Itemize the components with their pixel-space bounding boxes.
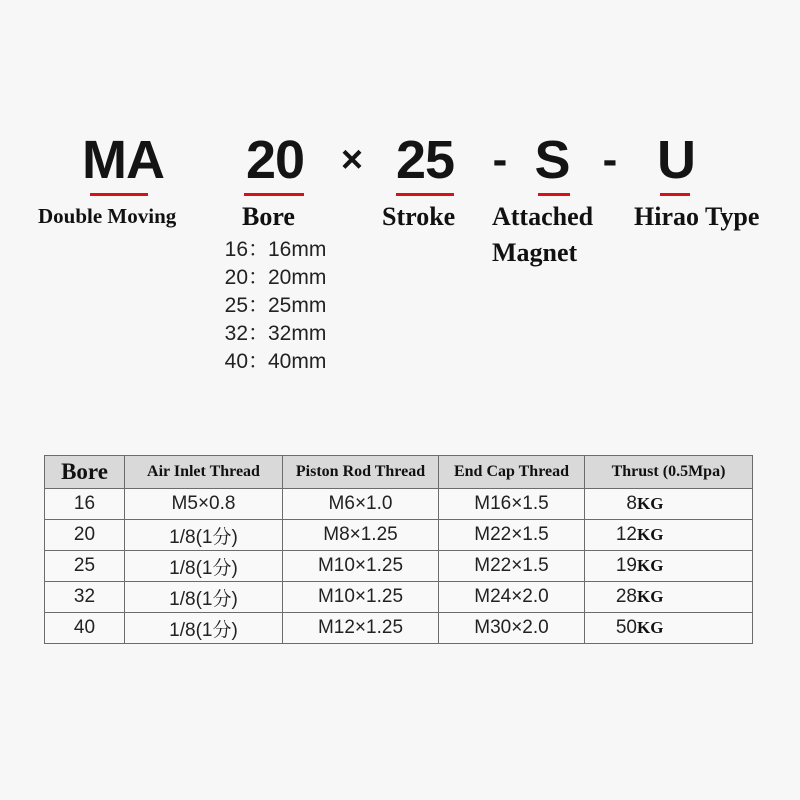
bore-option: 32：32mm [224, 322, 327, 345]
table-row [45, 613, 753, 644]
cell-thrust: 19KG [585, 551, 753, 582]
label-bore: Bore [242, 202, 295, 231]
cell-thrust: 28KG [585, 582, 753, 613]
table-row [45, 582, 753, 613]
code-option: S [534, 130, 570, 190]
code-series: MA [82, 130, 164, 190]
label-type: Hirao Type [634, 202, 760, 231]
cell-end-cap: M24×2.0 [439, 582, 585, 613]
code-bore: 20 [245, 130, 305, 190]
cell-piston-rod: M10×1.25 [283, 582, 439, 613]
bore-option: 20：20mm [224, 266, 327, 289]
table-row [45, 489, 753, 520]
cell-piston-rod: M6×1.0 [283, 489, 439, 520]
code-bore-underline [244, 193, 304, 196]
header-end-cap: End Cap Thread [439, 456, 585, 489]
code-type: U [657, 130, 695, 190]
table-header-row [45, 456, 753, 489]
code-series-underline [90, 193, 148, 196]
label-series: Double Moving [38, 204, 177, 228]
header-air-inlet: Air Inlet Thread [125, 456, 283, 489]
cell-end-cap: M16×1.5 [439, 489, 585, 520]
code-type-underline [660, 193, 690, 196]
cell-air-inlet: 1/8(1分) [125, 582, 283, 613]
code-dash-2: - [602, 135, 618, 184]
table-row [45, 520, 753, 551]
cell-thrust: 8KG [585, 489, 753, 520]
cell-piston-rod: M12×1.25 [283, 613, 439, 644]
cell-bore: 40 [45, 613, 125, 644]
cell-air-inlet: 1/8(1分) [125, 613, 283, 644]
cell-air-inlet: 1/8(1分) [125, 520, 283, 551]
bore-options-list [218, 236, 326, 376]
header-bore: Bore [45, 456, 125, 489]
cell-air-inlet: M5×0.8 [125, 489, 283, 520]
cell-bore: 20 [45, 520, 125, 551]
cell-piston-rod: M10×1.25 [283, 551, 439, 582]
cell-bore: 16 [45, 489, 125, 520]
cell-bore: 25 [45, 551, 125, 582]
cell-end-cap: M22×1.5 [439, 551, 585, 582]
code-stroke: 25 [395, 130, 455, 190]
cell-bore: 32 [45, 582, 125, 613]
code-times-sign: × [340, 139, 364, 181]
label-option-line1: Attached [492, 202, 594, 231]
cell-end-cap: M22×1.5 [439, 520, 585, 551]
label-option-line2: Magnet [492, 238, 578, 267]
table-row [45, 551, 753, 582]
cell-piston-rod: M8×1.25 [283, 520, 439, 551]
header-thrust: Thrust (0.5Mpa) [585, 456, 753, 489]
bore-option: 25：25mm [224, 294, 327, 317]
code-dash-1: - [492, 135, 508, 184]
cell-air-inlet: 1/8(1分) [125, 551, 283, 582]
cell-end-cap: M30×2.0 [439, 613, 585, 644]
cell-thrust: 12KG [585, 520, 753, 551]
header-piston-rod: Piston Rod Thread [283, 456, 439, 489]
label-stroke: Stroke [382, 202, 456, 231]
bore-option: 16：16mm [224, 238, 327, 261]
bore-option: 40：40mm [224, 350, 327, 373]
spec-table [44, 455, 753, 644]
cell-thrust: 50KG [585, 613, 753, 644]
code-stroke-underline [396, 193, 454, 196]
code-option-underline [538, 193, 570, 196]
